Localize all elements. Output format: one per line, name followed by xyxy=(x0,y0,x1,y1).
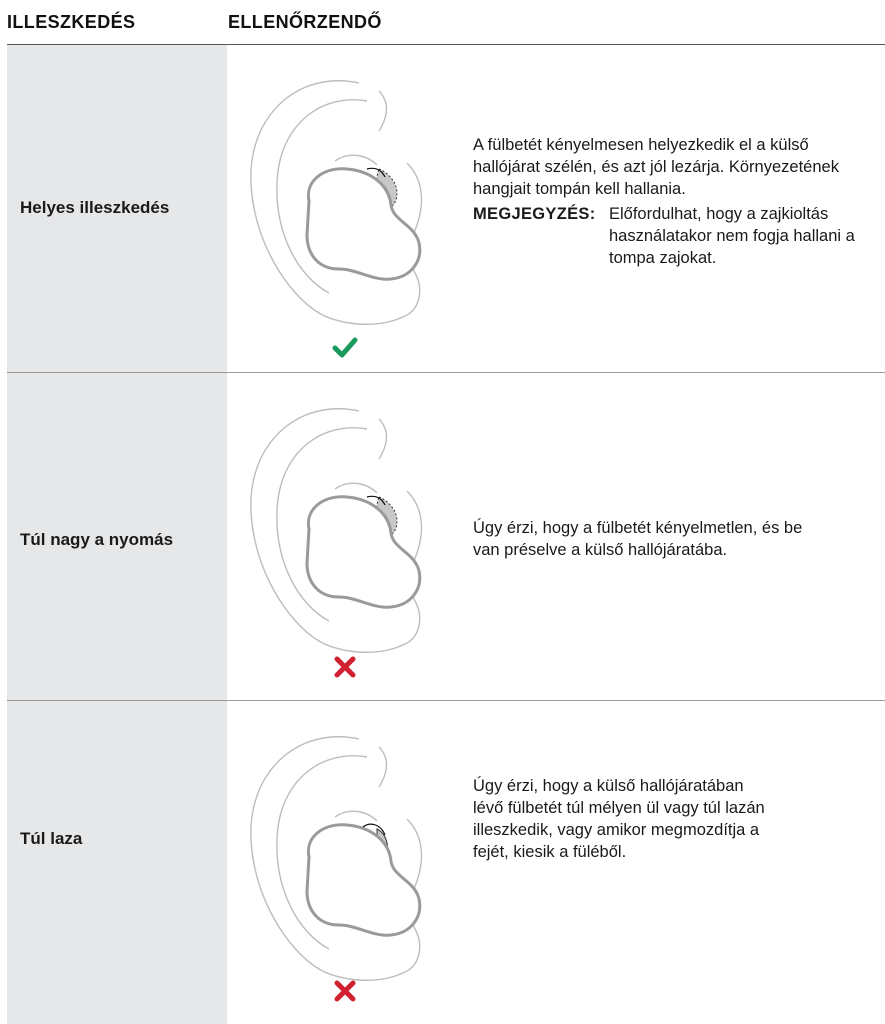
column-header-check: ELLENŐRZENDŐ xyxy=(228,12,382,32)
table-header xyxy=(0,0,885,44)
fit-label: Helyes illeszkedés xyxy=(20,198,170,217)
table-row-too-loose xyxy=(7,701,885,1024)
fit-label: Túl laza xyxy=(20,829,83,848)
ear-earbud-illustration xyxy=(239,721,439,1001)
fit-label-cell xyxy=(7,701,227,1024)
fit-description: Úgy érzi, hogy a fülbetét kényelmetlen, és be van préselve a külső hallójáratába. xyxy=(473,519,803,559)
fit-label: Túl nagy a nyomás xyxy=(20,530,174,549)
ear-earbud-illustration xyxy=(239,65,439,345)
cross-icon xyxy=(331,653,359,681)
ear-earbud-illustration xyxy=(239,393,439,673)
cross-icon xyxy=(331,977,359,1005)
fit-description: Úgy érzi, hogy a külső hallójáratában lévő fülbetét túl mélyen ül vagy túl lazán illeszkedik, vagy amikor megmozdítja a fejét, kiesik a füléből. xyxy=(473,777,765,861)
note-text: Előfordulhat, hogy a zajkioltás használatakor nem fogja hallani a tompa zajokat. xyxy=(609,205,855,267)
table-row-too-tight xyxy=(7,373,885,701)
fit-description: A fülbetét kényelmesen helyezkedik el a külső hallójárat szélén, és azt jól lezárja. Környezetének hangjait tompán kell hallania. xyxy=(473,136,839,198)
table-row-correct-fit xyxy=(7,45,885,373)
check-icon xyxy=(331,333,359,361)
note-label: MEGJEGYZÉS: xyxy=(473,205,596,223)
column-header-fit: ILLESZKEDÉS xyxy=(7,12,136,32)
